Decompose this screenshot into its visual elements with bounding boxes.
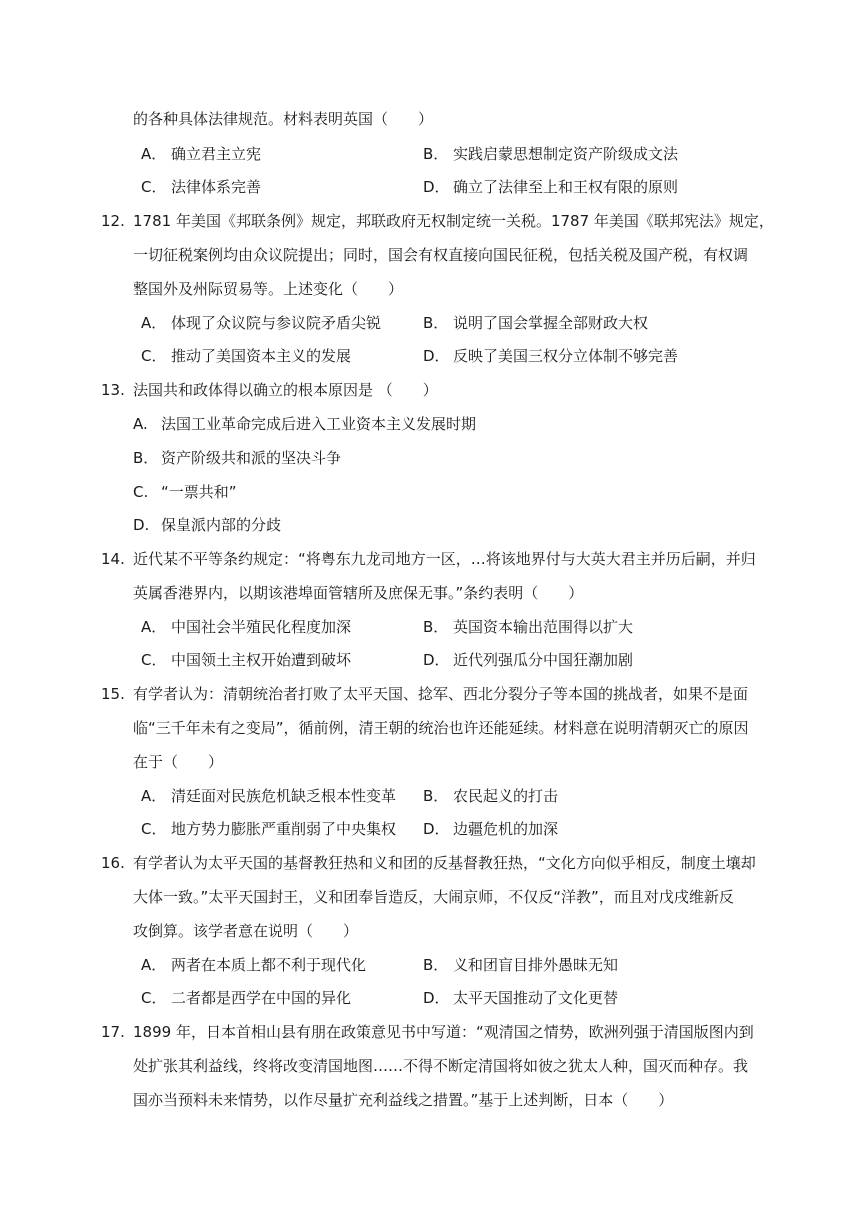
option-text: “一票共和” [161,483,237,501]
option-label: A． [141,314,167,332]
option-text: 英国资本输出范围得以扩大 [453,618,634,636]
q15-number: 15. [101,685,125,703]
option-text: 体现了众议院与参议院矛盾尖锐 [171,314,382,332]
option-text: 中国领土主权开始遭到破坏 [171,651,352,669]
q12-option-a[interactable] [141,313,381,333]
option-label: D． [423,989,450,1007]
option-text: 边疆危机的加深 [453,820,559,838]
q17-number: 17. [101,1023,125,1041]
q11-stem-tail: 的各种具体法律规范。材料表明英国（ ） [133,110,434,128]
q17-stem-line: 国亦当预料未来情势，以作尽量扩充利益线之措置。”基于上述判断，日本（ ） [133,1091,674,1109]
q15-option-c[interactable] [141,819,396,839]
q14-option-b[interactable] [423,617,633,637]
q16-option-c[interactable] [141,988,351,1008]
option-text: 说明了国会掌握全部财政大权 [453,314,649,332]
option-text: 中国社会半殖民化程度加深 [171,618,352,636]
q12-number: 12. [101,212,125,230]
option-text: 太平天国推动了文化更替 [453,989,619,1007]
option-text: 近代列强瓜分中国狂潮加剧 [453,651,634,669]
q15-option-a[interactable] [141,786,396,806]
q14-stem-line: 近代某不平等条约规定：“将粤东九龙司地方一区，…将该地界付与大英大君主并历后嗣，并归 [133,550,756,568]
q13-option-c[interactable] [133,482,237,502]
option-label: C. [133,483,149,501]
q11-option-a[interactable] [141,144,261,164]
option-label: B． [423,956,449,974]
q13-option-a[interactable] [133,414,476,434]
q13-stem-line: 法国共和政体得以确立的根本原因是 （ ） [133,381,438,399]
q13-option-d[interactable] [133,515,281,535]
option-label: B． [423,787,449,805]
q15-stem-line: 在于（ ） [133,753,224,771]
option-label: A． [141,145,167,163]
q12-stem-line: 整国外及州际贸易等。上述变化（ ） [133,280,404,298]
option-text: 确立君主立宪 [171,145,262,163]
q13-number: 13. [101,381,125,399]
option-label: C． [141,347,167,365]
q16-option-d[interactable] [423,988,618,1008]
q14-option-c[interactable] [141,650,351,670]
q12-stem-line: 一切征税案例均由众议院提出；同时，国会有权直接向国民征税，包括关税及国产税，有权调 [133,246,749,264]
q15-option-d[interactable] [423,819,558,839]
option-label: C． [141,989,167,1007]
q16-stem-line: 大体一致。”太平天国封王，义和团奉旨造反，大闹京师，不仅反“洋教”，而且对戊戌维新反 [133,888,734,906]
option-label: B． [133,449,159,467]
option-text: 法律体系完善 [171,178,262,196]
q17-stem-line: 1899 年，日本首相山县有朋在政策意见书中写道：“观清国之情势，欧洲列强于清国版图内到 [133,1023,754,1041]
option-text: 资产阶级共和派的坚决斗争 [161,449,342,467]
q16-option-b[interactable] [423,955,618,975]
option-label: C． [141,820,167,838]
option-label: C． [141,178,167,196]
q17-stem-line: 处扩张其利益线，终将改变清国地图……不得不断定清国将如彼之犹太人种，国灭而种存。我 [133,1057,749,1075]
option-label: A． [141,787,167,805]
q15-stem-line: 临“三千年未有之变局”，循前例，清王朝的统治也许还能延续。材料意在说明清朝灭亡的原因 [133,719,749,737]
q14-option-d[interactable] [423,650,633,670]
q12-option-c[interactable] [141,346,351,366]
q16-stem-line: 有学者认为太平天国的基督教狂热和义和团的反基督教狂热，“文化方向似乎相反，制度土壤却 [133,854,756,872]
option-label: D． [423,347,450,365]
q16-number: 16. [101,854,125,872]
q15-stem-line: 有学者认为：清朝统治者打败了太平天国、捻军、西北分裂分子等本国的挑战者，如果不是面 [133,685,749,703]
q16-stem-line: 攻倒算。该学者意在说明（ ） [133,922,359,940]
option-text: 二者都是西学在中国的异化 [171,989,352,1007]
option-label: B． [423,618,449,636]
option-text: 义和团盲目排外愚昧无知 [453,956,619,974]
option-label: A. [133,415,148,433]
q14-option-a[interactable] [141,617,351,637]
q11-option-c[interactable] [141,177,261,197]
option-text: 实践启蒙思想制定资产阶级成文法 [453,145,679,163]
q16-option-a[interactable] [141,955,366,975]
option-text: 确立了法律至上和王权有限的原则 [453,178,679,196]
option-label: B． [423,314,449,332]
option-text: 法国工业革命完成后进入工业资本主义发展时期 [161,415,477,433]
option-text: 地方势力膨胀严重削弱了中央集权 [171,820,397,838]
option-text: 推动了美国资本主义的发展 [171,347,352,365]
q12-option-d[interactable] [423,346,678,366]
q12-option-b[interactable] [423,313,648,333]
option-text: 两者在本质上都不利于现代化 [171,956,367,974]
option-label: C． [141,651,167,669]
q15-option-b[interactable] [423,786,558,806]
q12-stem-line: 1781 年美国《邦联条例》规定，邦联政府无权制定统一关税。1787 年美国《联邦宪法》规定， [133,212,774,230]
option-label: A． [141,618,167,636]
q11-option-d[interactable] [423,177,678,197]
option-text: 清廷面对民族危机缺乏根本性变革 [171,787,397,805]
option-label: D． [423,651,450,669]
q14-number: 14. [101,550,125,568]
option-text: 农民起义的打击 [453,787,559,805]
option-label: D． [423,178,450,196]
option-label: D. [133,516,150,534]
q11-option-b[interactable] [423,144,678,164]
option-text: 保皇派内部的分歧 [161,516,282,534]
q14-stem-line: 英属香港界内，以期该港埠面管辖所及庶保无事。”条约表明（ ） [133,584,584,602]
q13-option-b[interactable] [133,448,341,468]
option-label: A． [141,956,167,974]
option-text: 反映了美国三权分立体制不够完善 [453,347,679,365]
option-label: D． [423,820,450,838]
option-label: B． [423,145,449,163]
